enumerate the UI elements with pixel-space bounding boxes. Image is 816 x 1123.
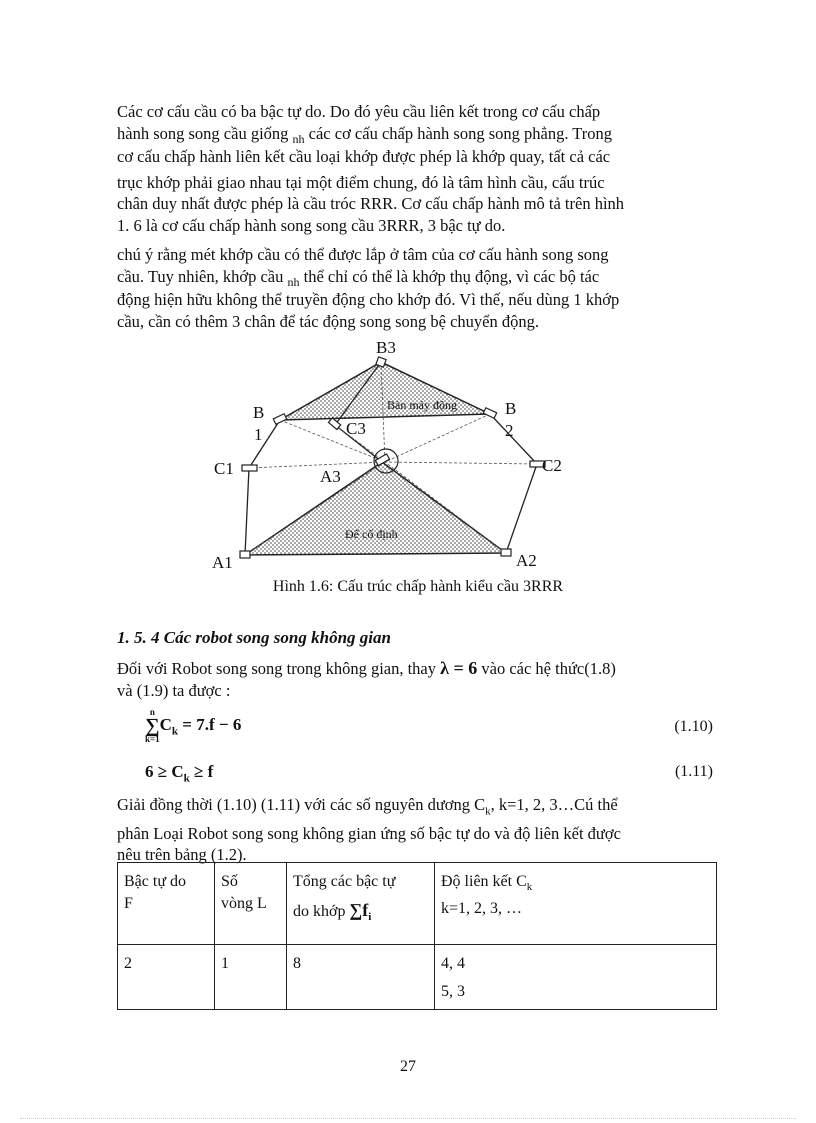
label-c2: C2 bbox=[542, 456, 562, 475]
page-number: 27 bbox=[400, 1058, 416, 1075]
page-footer-rule bbox=[20, 1118, 796, 1119]
equation-1-11: $6 \ge C_k \ge f$ bbox=[145, 762, 214, 785]
label-moving-platform: Bàn máy động bbox=[387, 398, 457, 412]
equation-number-1-10: (1.10) bbox=[674, 718, 713, 735]
lambda-formula: λ = 6 bbox=[440, 658, 478, 678]
label-b1-letter: B bbox=[253, 403, 265, 422]
table-row: 2 1 8 4, 4 5, 3 bbox=[118, 945, 717, 1010]
equation-1-10: n ∑ k=1 $C_k = 7.f - 6$ bbox=[145, 707, 242, 744]
header-joint-dof-sum: Tổng các bậc tự do khớp $\sum f_i$ bbox=[287, 863, 435, 945]
section-heading: 1. 5. 4 Các robot song song không gian bbox=[117, 628, 391, 647]
label-c3: C3 bbox=[346, 419, 366, 438]
moving-platform bbox=[280, 362, 490, 420]
paragraph-intro: Các cơ cấu cầu có ba bậc tự do. Do đó yêu cầu liên kết trong cơ cấu chấp hành song song cầu giống $_{nh}$ các cơ cấu chấp hành song song phẳng. Trong cơ cấu chấp hành liên kết cầu loại khớp được phép là khớp quay, tất cả các trục khớp phải giao nhau tại một điểm chung, đó là tâm hình cầu, cấu trúc chân duy nhất được phép là cầu tróc RRR. Cơ cấu chấp hành mô tả trên hình 1. 6 là cơ cấu chấp hành song song cầu 3RRR, 3 bậc tự do. bbox=[117, 102, 625, 235]
label-a3: A3 bbox=[320, 467, 341, 486]
label-c1: C1 bbox=[214, 459, 234, 478]
label-fixed-base: Đế cố định bbox=[345, 527, 398, 541]
paragraph-note: chú ý rằng mét khớp cầu có thể được lắp ở tâm của cơ cấu hành song song cầu. Tuy nhiên, khớp cầu $_{nh}$ thể chỉ có thể là khớp thụ động, vì các bộ tác động hiện hữu không thể truyền động cho khớp đó. Vì thế, nếu dùng 1 khớp cầu, cần có thêm 3 chân để tác động song song bệ chuyển động. bbox=[117, 245, 620, 331]
label-a1: A1 bbox=[212, 553, 233, 572]
label-b2-letter: B bbox=[505, 399, 517, 418]
classification-table bbox=[117, 862, 717, 1010]
table-header-row bbox=[118, 863, 717, 945]
label-b2-index: 2 bbox=[505, 421, 514, 440]
figure-caption: Hình 1.6: Cấu trúc chấp hành kiểu cầu 3RRR bbox=[272, 578, 564, 595]
header-dof: Bậc tự do F bbox=[118, 863, 215, 945]
label-a2: A2 bbox=[516, 551, 537, 570]
figure-3rrr-spherical bbox=[200, 336, 600, 594]
label-b1-index: 1 bbox=[254, 425, 263, 444]
paragraph-spatial: Đối với Robot song song trong không gian, thay λ = 6 vào các hệ thức(1.8) và (1.9) ta được : bbox=[117, 658, 616, 700]
fixed-base bbox=[245, 462, 506, 555]
header-loops: Số vòng L bbox=[215, 863, 287, 945]
label-b3: B3 bbox=[376, 338, 396, 357]
header-connectivity: Độ liên kết $C_k$ k=1, 2, 3, … bbox=[435, 863, 717, 945]
paragraph-solve: Giải đồng thời (1.10) (1.11) với các số nguyên dương $C_k$, k=1, 2, 3…Cú thể phân Loại Robot song song không gian ứng số bậc tự do và độ liên kết được nêu trên bảng (1.2). bbox=[117, 795, 621, 865]
equation-number-1-11: (1.11) bbox=[674, 763, 713, 780]
